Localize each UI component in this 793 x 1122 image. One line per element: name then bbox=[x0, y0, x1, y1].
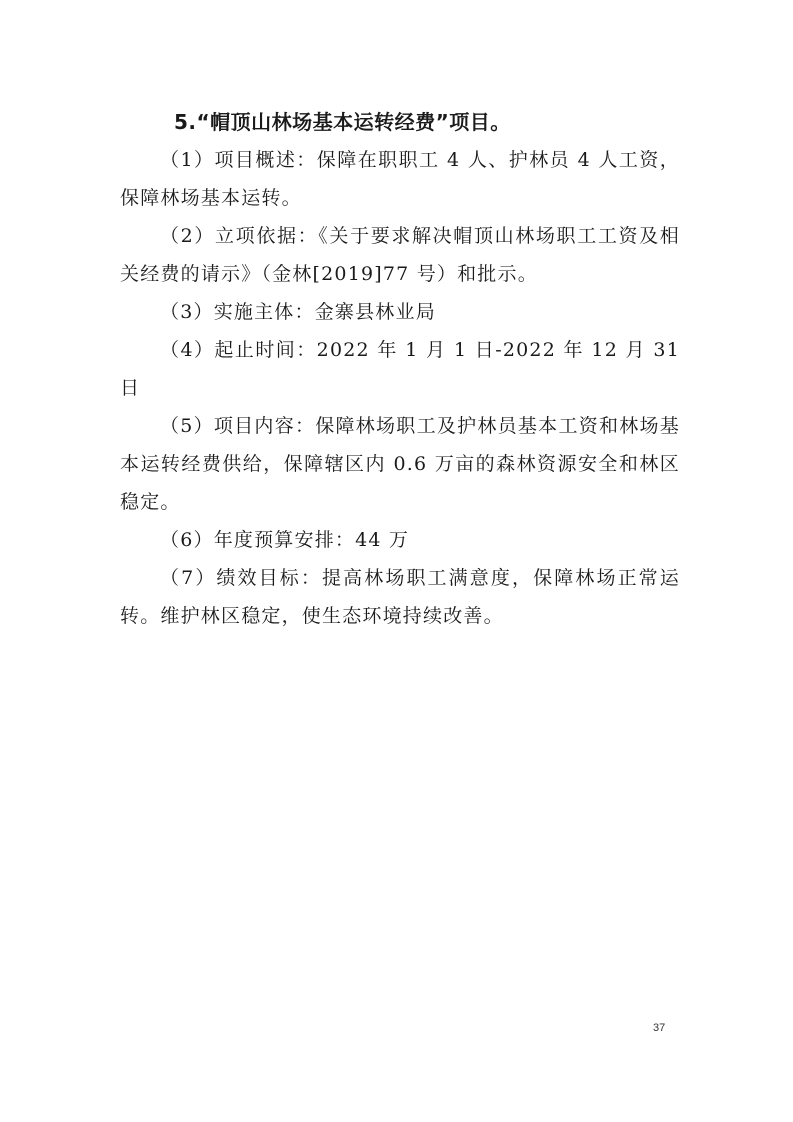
item-implementer: （3）实施主体：金寨县林业局 bbox=[160, 301, 436, 323]
item-overview: （1）项目概述：保障在职职工 4 人、护林员 4 人工资，保障林场基本运转。 bbox=[120, 149, 680, 209]
item-basis: （2）立项依据：《关于要求解决帽顶山林场职工工资及相关经费的请示》（金林[2019]77 号）和批示。 bbox=[120, 225, 680, 285]
item-budget: （6）年度预算安排：44 万 bbox=[160, 529, 410, 551]
section-content bbox=[120, 103, 680, 635]
page-number: 37 bbox=[653, 1022, 666, 1034]
section-heading: 5.“帽顶山林场基本运转经费”项目。 bbox=[174, 110, 511, 134]
item-period: （4）起止时间：2022 年 1 月 1 日-2022 年 12 月 31 日 bbox=[120, 339, 680, 399]
item-content: （5）项目内容：保障林场职工及护林员基本工资和林场基本运转经费供给，保障辖区内 0.6 万亩的森林资源安全和林区稳定。 bbox=[120, 415, 680, 513]
item-goal: （7）绩效目标：提高林场职工满意度，保障林场正常运转。维护林区稳定，使生态环境持续改善。 bbox=[120, 567, 680, 627]
